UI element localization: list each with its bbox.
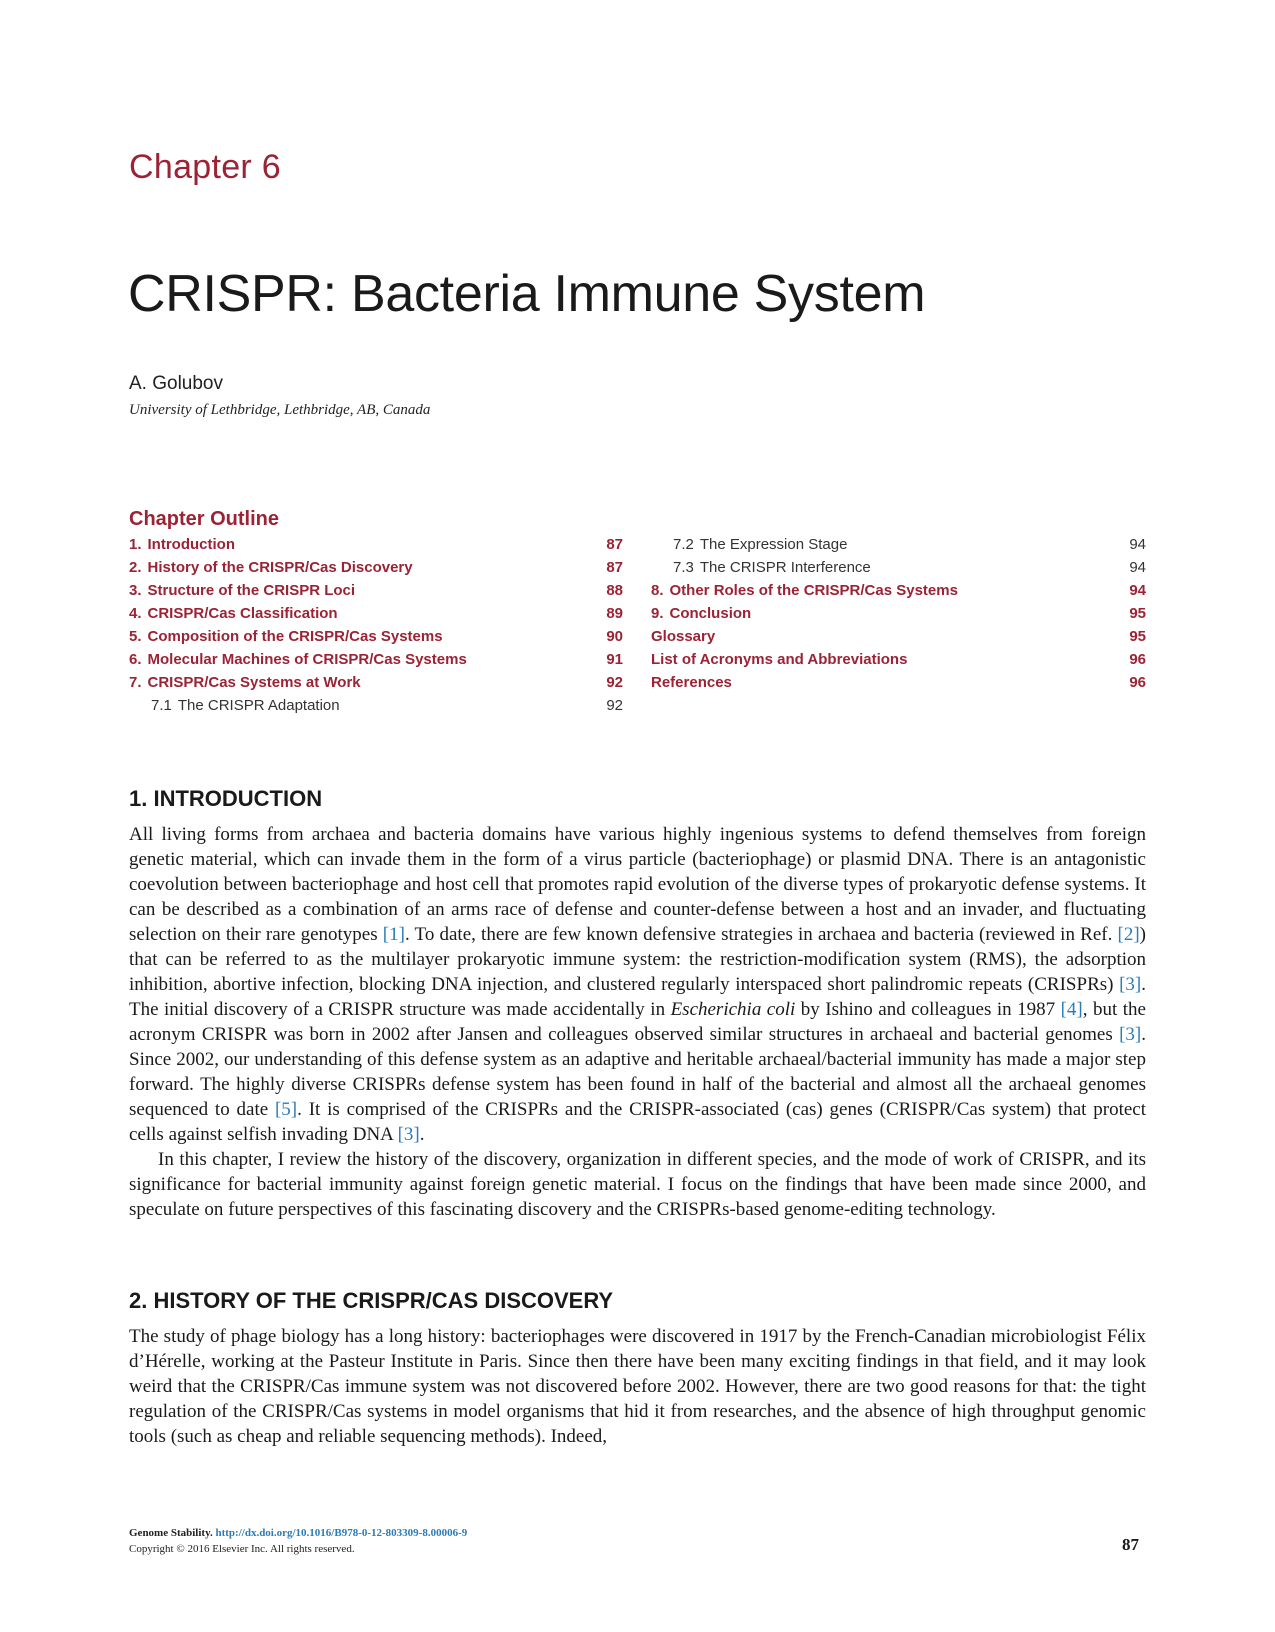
text-run: ) that can be referred to as the multilayer prokaryotic immune system: the restriction-modification system (RMS), the adsorption inhibition, abortive infection, blocking DNA injection, and clustered regularly interspaced short palindromic repeats (CRISPRs) [129,924,1146,995]
introduction-body [129,822,1146,1222]
chapter-title: CRISPR: Bacteria Immune System [128,265,926,323]
toc-entry[interactable] [129,582,623,605]
introduction-paragraph-2: In this chapter, I review the history of the discovery, organization in different species, and the mode of work of CRISPR, and its significance for bacterial immunity against foreign genetic material. I focus on the findings that have been made since 2000, and speculate on future perspectives of this fascinating discovery and the CRISPRs-based genome-editing technology. [129,1149,1146,1220]
toc-entry-label [651,582,958,599]
toc-entry-title: History of the CRISPR/Cas Discovery [147,559,413,576]
toc-entry-label [129,605,338,622]
page-footer [129,1525,467,1557]
toc-entry-number: 7.1 [151,697,172,714]
introduction-paragraph-1 [129,822,1146,1147]
toc-entry-number: 7.3 [673,559,694,576]
toc-entry-title: CRISPR/Cas Classification [147,605,338,622]
text-run: All living forms from archaea and bacteria domains have various highly ingenious systems to defend themselves from foreign genetic material, which can invade them in the form of a virus particle (bacteriophage) or plasmid DNA. There is an antagonistic coevolution between bacteriophage and host cell that promotes rapid evolution of the diverse types of prokaryotic defense systems. It can be described as a combination of an arms race of defense and counter-defense between a host and an invader, and fluctuating selection on their rare genotypes [129,824,1146,945]
toc-entry-title: The CRISPR Adaptation [177,697,340,714]
author-affiliation: University of Lethbridge, Lethbridge, AB, Canada [129,402,431,418]
toc-entry[interactable] [129,605,623,628]
citation-link[interactable]: [1] [382,924,405,945]
text-run: . To date, there are few known defensive strategies in archaea and bacteria (reviewed in Ref. [404,924,1118,945]
footer-journal: Genome Stability. [129,1527,213,1539]
toc-entry-title: CRISPR/Cas Systems at Work [147,674,361,691]
toc-entry-page: 92 [606,697,623,714]
toc-entry[interactable] [129,697,623,720]
toc-entry-number: 9. [651,605,664,622]
toc-entry-title: Structure of the CRISPR Loci [147,582,356,599]
author-name: A. Golubov [129,373,223,394]
toc-entry-title: Introduction [147,536,235,553]
toc-entry[interactable] [651,582,1146,605]
toc-entry[interactable] [129,651,623,674]
toc-entry-title: Conclusion [669,605,752,622]
toc-entry-title: References [651,674,732,691]
toc-entry-number: 7.2 [673,536,694,553]
toc-entry-label [673,559,871,576]
history-paragraph-1: The study of phage biology has a long history: bacteriophages were discovered in 1917 by the French-Canadian microbiologist Félix d’Hérelle, working at the Pasteur Institute in Paris. Since then there have been many exciting findings in that field, and it may look weird that the CRISPR/Cas immune system was not discovered before 2002. However, there are two good reasons for that: the tight regulation of the CRISPR/Cas systems in model organisms that hid it from researches, and the absence of high throughput genomic tools (such as cheap and reliable sequencing methods). Indeed, [129,1326,1146,1447]
toc-entry-label [673,536,847,553]
toc-entry-page: 92 [606,674,623,691]
text-run: . Since 2002, our understanding of this defense system as an adaptive and heritable archaeal/bacterial immunity has made a major step forward. The highly diverse CRISPRs defense system has been found in half of the bacterial and almost all the archaeal genomes sequenced to date [129,1024,1146,1120]
toc-entry[interactable] [651,536,1146,559]
toc-entry-title: The CRISPR Interference [699,559,871,576]
toc-entry[interactable] [651,674,1146,697]
chapter-outline-right-column [651,536,1146,697]
toc-entry-number: 5. [129,628,142,645]
toc-entry[interactable] [651,628,1146,651]
toc-entry[interactable] [129,559,623,582]
toc-entry-label [129,559,413,576]
toc-entry-page: 95 [1129,605,1146,622]
toc-entry-title: Molecular Machines of CRISPR/Cas Systems [147,651,467,668]
citation-link[interactable]: [3] [397,1124,420,1145]
page-number: 87 [1122,1535,1139,1554]
citation-link[interactable]: [5] [274,1099,298,1120]
toc-entry-page: 88 [606,582,623,599]
chapter-label: Chapter 6 [129,148,282,186]
footer-doi-link[interactable]: http://dx.doi.org/10.1016/B978-0-12-803309-8.00006-9 [215,1527,468,1539]
text-run: . The initial discovery of a CRISPR structure was made accidentally in [129,974,1146,1020]
toc-entry-number: 3. [129,582,142,599]
toc-entry-page: 91 [606,651,623,668]
text-run: by Ishino and colleagues in 1987 [795,999,1061,1020]
chapter-outline-heading: Chapter Outline [129,508,280,530]
toc-entry-number: 2. [129,559,142,576]
species-name: Escherichia coli [670,999,796,1020]
text-run: . It is comprised of the CRISPRs and the CRISPR-associated (cas) genes (CRISPR/Cas system) that protect cells against selfish invading DNA [129,1099,1146,1145]
citation-link[interactable]: [4] [1060,999,1083,1020]
toc-entry-label [651,628,715,645]
toc-entry[interactable] [129,536,623,559]
toc-entry-label [651,651,907,668]
toc-entry-page: 89 [606,605,623,622]
toc-entry-page: 90 [606,628,623,645]
toc-entry-label [651,674,732,691]
toc-entry[interactable] [651,605,1146,628]
toc-entry-number: 1. [129,536,142,553]
toc-entry-number: 7. [129,674,142,691]
citation-link[interactable]: [3] [1119,974,1142,995]
chapter-outline-left-column [129,536,623,720]
toc-entry-page: 94 [1129,559,1146,576]
toc-entry-label [129,674,361,691]
history-body [129,1324,1146,1449]
toc-entry-page: 94 [1129,536,1146,553]
section-heading-introduction: 1. INTRODUCTION [129,786,323,811]
text-run: , but the acronym CRISPR was born in 2002 after Jansen and colleagues observed similar structures in archaeal and bacterial genomes [129,999,1146,1045]
toc-entry-title: Composition of the CRISPR/Cas Systems [147,628,443,645]
citation-link[interactable]: [3] [1119,1024,1142,1045]
toc-entry-title: Other Roles of the CRISPR/Cas Systems [669,582,958,599]
toc-entry-page: 96 [1129,651,1146,668]
toc-entry-number: 8. [651,582,664,599]
toc-entry-number: 4. [129,605,142,622]
toc-entry-label [129,536,235,553]
toc-entry-label [129,651,467,668]
toc-entry[interactable] [651,559,1146,582]
toc-entry-label [151,697,340,714]
toc-entry-title: Glossary [651,628,716,645]
toc-entry-page: 96 [1129,674,1146,691]
toc-entry-number: 6. [129,651,142,668]
toc-entry-page: 95 [1129,628,1146,645]
toc-entry-label [129,628,443,645]
citation-link[interactable]: [2] [1117,924,1140,945]
toc-entry-page: 87 [606,536,623,553]
toc-entry-label [651,605,751,622]
toc-entry-page: 87 [606,559,623,576]
footer-copyright: Copyright © 2016 Elsevier Inc. All rights reserved. [129,1543,355,1555]
toc-entry[interactable] [129,674,623,697]
section-heading-history: 2. HISTORY OF THE CRISPR/CAS DISCOVERY [129,1288,614,1313]
toc-entry-title: The Expression Stage [699,536,848,553]
toc-entry-label [129,582,355,599]
text-run: . [419,1124,425,1145]
toc-entry[interactable] [129,628,623,651]
toc-entry-title: List of Acronyms and Abbreviations [651,651,908,668]
toc-entry[interactable] [651,651,1146,674]
toc-entry-page: 94 [1129,582,1146,599]
